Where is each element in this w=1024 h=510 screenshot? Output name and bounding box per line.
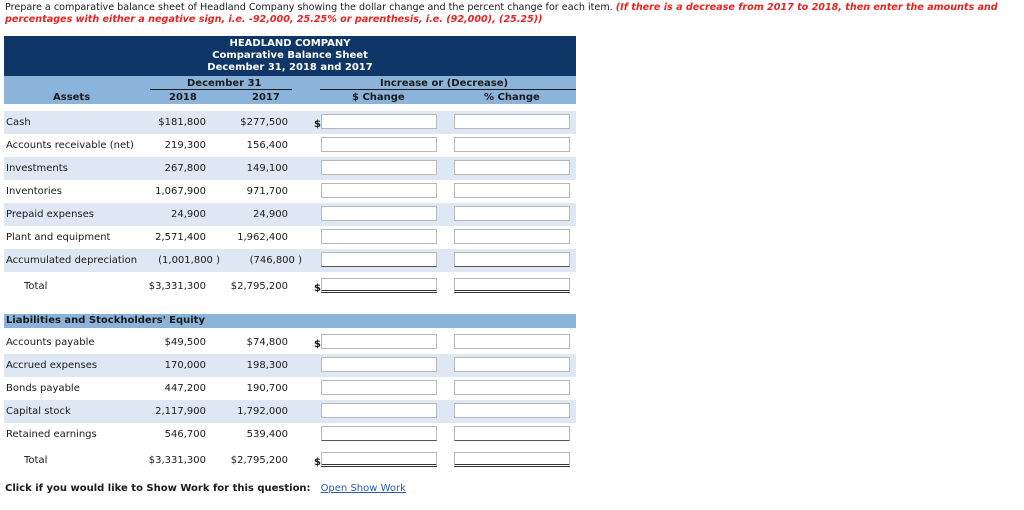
value-2018: $49,500 <box>164 337 206 348</box>
instructions-warning: (If there is a decrease from 2017 to 2018, then enter the amounts and percentages with either a negative sign, i.e. -92,000, 25.25% or parenthesis, i.e. (92,000), (25.25)) <box>5 2 998 25</box>
dollar-change-input[interactable] <box>321 426 437 441</box>
value-2017: 1,792,000 <box>237 406 288 417</box>
row-label: Investments <box>6 163 68 174</box>
value-2018: 2,571,400 <box>155 232 206 243</box>
pct-change-input[interactable] <box>454 137 570 152</box>
pct-change-input[interactable] <box>454 114 570 129</box>
increase-heading: Increase or (Decrease) <box>380 78 509 89</box>
dollar-change-input[interactable] <box>321 278 437 293</box>
liabilities-heading-text: Liabilities and Stockholders' Equity <box>6 315 205 326</box>
column-header <box>4 76 576 104</box>
row-label: Cash <box>6 117 31 128</box>
company-name: HEADLAND COMPANY <box>229 38 351 49</box>
pct-change-input[interactable] <box>454 278 570 293</box>
row-label: Retained earnings <box>6 429 97 440</box>
value-2018: 546,700 <box>164 429 206 440</box>
pct-change-input[interactable] <box>454 403 570 418</box>
value-2017: 156,400 <box>246 140 288 151</box>
pct-change-input[interactable] <box>454 183 570 198</box>
value-2018: $3,331,300 <box>148 455 206 466</box>
pct-change-input[interactable] <box>454 357 570 372</box>
pct-change-input[interactable] <box>454 380 570 395</box>
row-label: Accumulated depreciation <box>6 255 138 266</box>
value-2017: $2,795,200 <box>230 281 288 292</box>
pct-change-input[interactable] <box>454 229 570 244</box>
pct-change-input[interactable] <box>454 452 570 467</box>
dollar-change-heading: $ Change <box>352 92 405 103</box>
dollar-change-input[interactable] <box>321 403 437 418</box>
sheet-header <box>4 36 576 76</box>
asset-row <box>4 111 576 134</box>
instructions <box>5 2 1020 26</box>
dollar-change-input[interactable] <box>321 380 437 395</box>
row-label: Total <box>24 455 48 466</box>
dollar-change-input[interactable] <box>321 206 437 221</box>
value-2018: 24,900 <box>171 209 206 220</box>
value-2017: 539,400 <box>246 429 288 440</box>
value-2017: $74,800 <box>246 337 288 348</box>
show-work-footer <box>5 483 406 494</box>
row-label: Capital stock <box>6 406 71 417</box>
assets-heading: Assets <box>53 92 91 103</box>
value-2017: $277,500 <box>240 117 288 128</box>
value-2018: 447,200 <box>164 383 206 394</box>
asset-row <box>4 180 576 203</box>
row-label: Bonds payable <box>6 383 80 394</box>
row-label: Plant and equipment <box>6 232 111 243</box>
instructions-text: Prepare a comparative balance sheet of Headland Company showing the dollar change and the percent change for each item. <box>5 2 616 13</box>
liability-row <box>4 377 576 400</box>
pct-change-heading: % Change <box>484 92 540 103</box>
open-show-work-link[interactable]: Open Show Work <box>320 483 406 494</box>
asset-row <box>4 203 576 226</box>
dollar-sign: $ <box>314 119 321 130</box>
dollar-change-input[interactable] <box>321 114 437 129</box>
dollar-sign: $ <box>314 283 321 294</box>
dollar-change-input[interactable] <box>321 357 437 372</box>
show-work-prompt: Click if you would like to Show Work for this question: <box>5 483 311 494</box>
dollar-sign: $ <box>314 339 321 350</box>
december-heading: December 31 <box>187 78 262 89</box>
dollar-sign: $ <box>314 457 321 468</box>
asset-row <box>4 157 576 180</box>
pct-change-input[interactable] <box>454 426 570 441</box>
value-2018: 170,000 <box>164 360 206 371</box>
value-2018: $181,800 <box>158 117 206 128</box>
value-2018: (1,001,800 ) <box>158 255 220 266</box>
pct-change-input[interactable] <box>454 160 570 175</box>
row-label: Accounts payable <box>6 337 95 348</box>
pct-change-input[interactable] <box>454 206 570 221</box>
liabilities-heading <box>4 314 576 328</box>
value-2018: $3,331,300 <box>148 281 206 292</box>
value-2017: 1,962,400 <box>237 232 288 243</box>
value-2017: 971,700 <box>246 186 288 197</box>
row-label: Accrued expenses <box>6 360 98 371</box>
value-2018: 1,067,900 <box>155 186 206 197</box>
dollar-change-input[interactable] <box>321 452 437 467</box>
dollar-change-input[interactable] <box>321 137 437 152</box>
year-2017-heading: 2017 <box>252 92 280 103</box>
value-2018: 2,117,900 <box>155 406 206 417</box>
row-label: Accounts receivable (net) <box>6 140 134 151</box>
year-2018-heading: 2018 <box>169 92 197 103</box>
liability-row <box>4 400 576 423</box>
dollar-change-input[interactable] <box>321 160 437 175</box>
value-2017: 190,700 <box>246 383 288 394</box>
value-2017: (746,800 ) <box>249 255 302 266</box>
dollar-change-input[interactable] <box>321 252 437 267</box>
value-2018: 219,300 <box>164 140 206 151</box>
asset-row <box>4 226 576 249</box>
liability-row <box>4 354 576 377</box>
dollar-change-input[interactable] <box>321 334 437 349</box>
liability-row <box>4 423 576 446</box>
value-2017: 149,100 <box>246 163 288 174</box>
asset-row <box>4 134 576 157</box>
dollar-change-input[interactable] <box>321 229 437 244</box>
liability-row <box>4 331 576 354</box>
value-2017: 24,900 <box>253 209 288 220</box>
pct-change-input[interactable] <box>454 252 570 267</box>
liabilities-total-row <box>4 449 576 472</box>
row-label: Inventories <box>6 186 62 197</box>
value-2017: 198,300 <box>246 360 288 371</box>
dollar-change-input[interactable] <box>321 183 437 198</box>
value-2018: 267,800 <box>164 163 206 174</box>
asset-row <box>4 249 576 272</box>
row-label: Prepaid expenses <box>6 209 94 220</box>
row-label: Total <box>24 281 48 292</box>
assets-total-row <box>4 275 576 298</box>
statement-date: December 31, 2018 and 2017 <box>207 62 373 73</box>
statement-title: Comparative Balance Sheet <box>212 50 368 61</box>
value-2017: $2,795,200 <box>230 455 288 466</box>
pct-change-input[interactable] <box>454 334 570 349</box>
